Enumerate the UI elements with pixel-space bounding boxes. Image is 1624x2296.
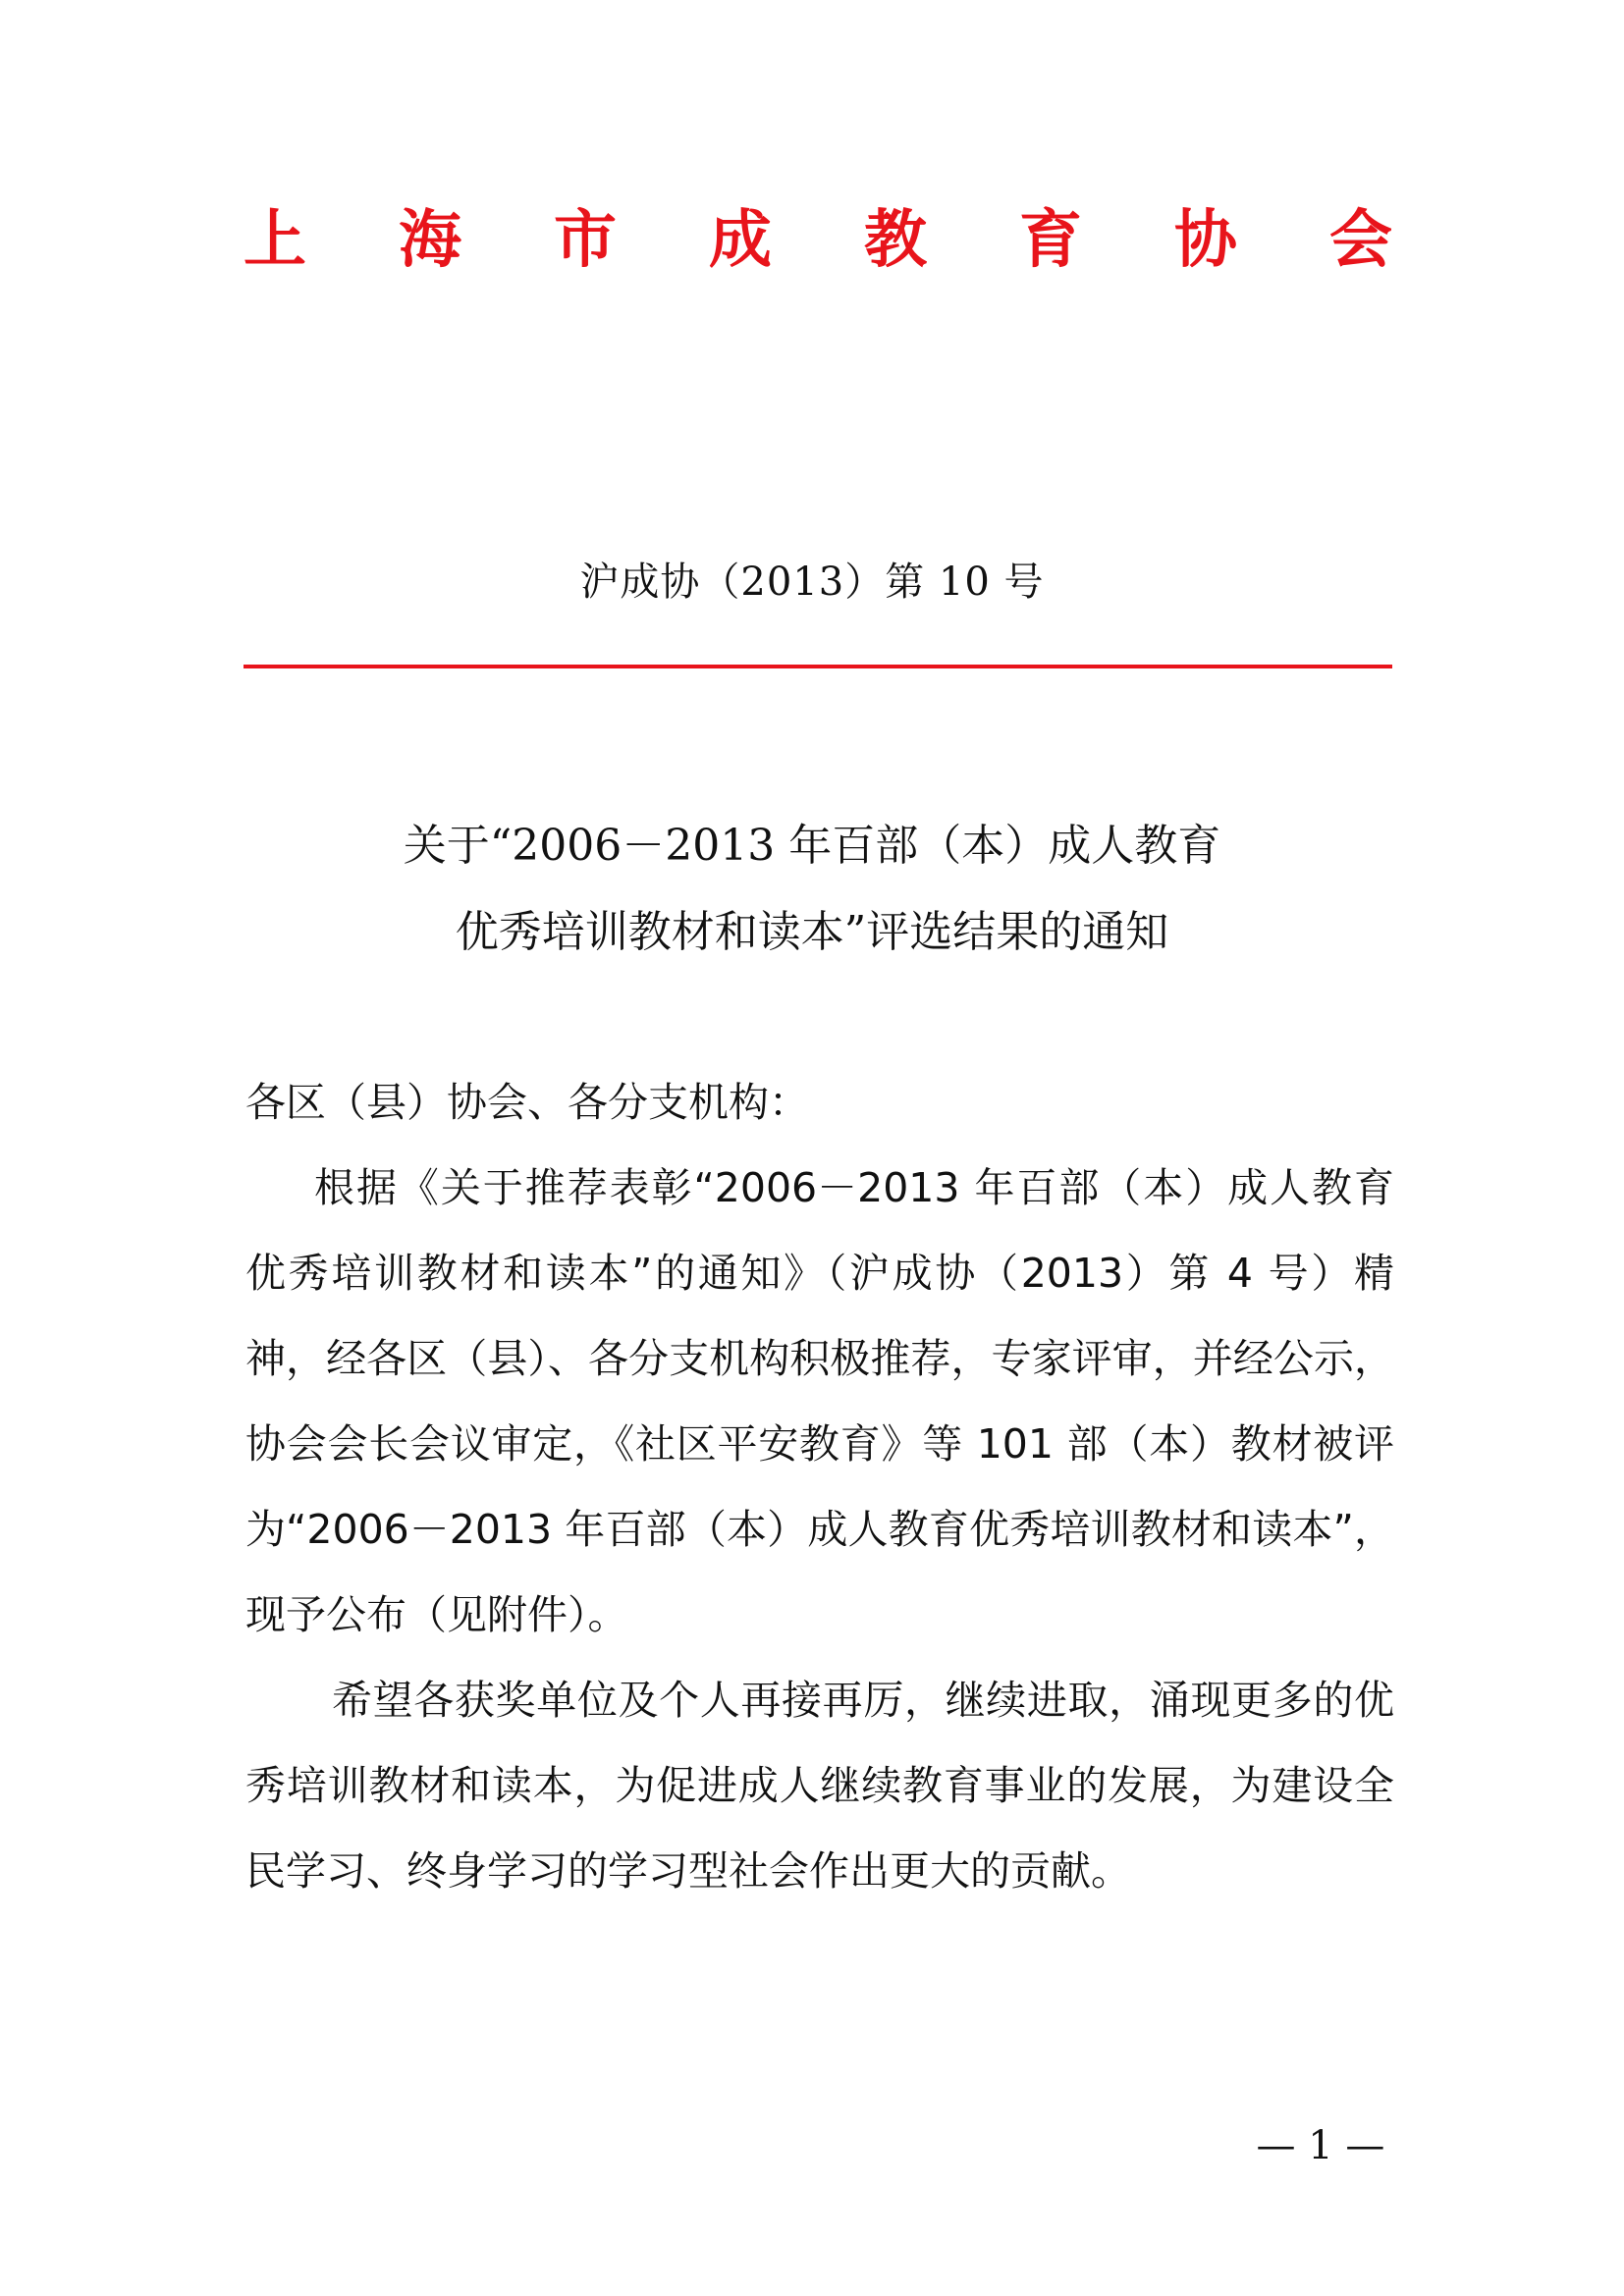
document-number: 沪成协（2013）第 10 号 (579, 560, 1045, 605)
notice-title (0, 803, 1624, 976)
masthead-char: 市 (554, 203, 617, 277)
masthead-char: 上 (244, 203, 306, 277)
body-paragraph-2: 希望各获奖单位及个人再接再厉，继续进取，涌现更多的优秀培训教材和读本，为促进成人继续教育事业的发展，为建设全民学习、终身学习的学习型社会作出更大的贡献。 (245, 1677, 1394, 1895)
masthead-char: 会 (1329, 203, 1392, 277)
salutation: 各区（县）协会、各分支机构： (245, 1079, 809, 1126)
masthead-char: 成 (709, 203, 772, 277)
page-number: — 1 — (1256, 2123, 1385, 2168)
masthead-char: 协 (1174, 203, 1237, 277)
masthead-char: 教 (864, 203, 927, 277)
body-paragraph-1: 根据《关于推荐表彰“2006－2013 年百部（本）成人教育优秀培训教材和读本”的通知》（沪成协（2013）第 4 号）精神，经各区（县）、各分支机构积极推荐，专家评审，并经公示，协会会长会议审定，《社区平安教育》等 101 部（本）教材被评为“2006－2013 年百部（本）成人教育优秀培训教材和读本”，现予公布（见附件）。 (245, 1164, 1394, 1638)
masthead-char: 育 (1019, 203, 1082, 277)
notice-body (245, 1060, 1394, 1914)
title-line-1: 关于“2006－2013 年百部（本）成人教育 (403, 821, 1221, 871)
title-line-2: 优秀培训教材和读本”评选结果的通知 (455, 907, 1169, 957)
masthead-char: 海 (399, 203, 461, 277)
masthead (244, 196, 1392, 285)
red-divider-line (244, 665, 1392, 668)
